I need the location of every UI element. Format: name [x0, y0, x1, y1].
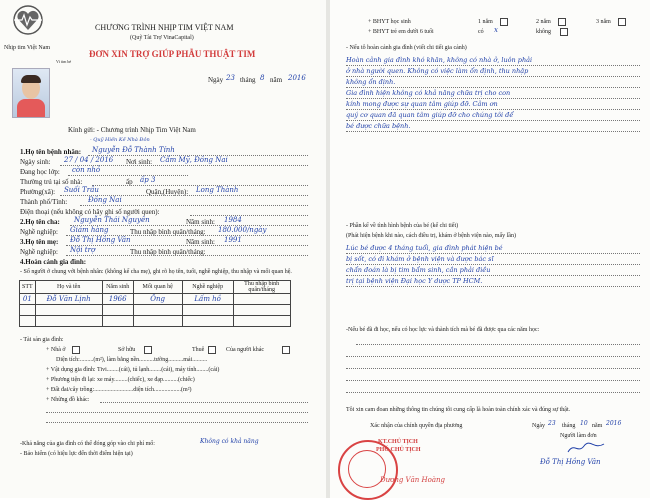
sign-day: 23 [548, 420, 556, 427]
table-row: 01 Đỗ Văn Lịnh 1966 Ông Lấm hồ [20, 294, 291, 305]
col-name: Họ và tên [35, 281, 102, 294]
handwritten-line: quý cơ quan đã quan tâm giúp đỡ cho chúng tôi để [346, 111, 514, 119]
own-label: Sở hữu [118, 347, 136, 353]
bhyt-has-mark: x [494, 26, 498, 34]
bhyt-3y: 3 năm [596, 19, 611, 25]
patient-name-value: Nguyễn Đỗ Thành Tính [92, 146, 175, 154]
father-job-value: Giám hàng [70, 226, 109, 234]
table-row [20, 316, 291, 327]
father-year-label: Năm sinh: [186, 218, 215, 226]
sign-date-label: Ngày [532, 423, 545, 429]
fund-name: (Quỹ Tài Trợ VinaCapital) [130, 35, 194, 41]
house-checkbox[interactable] [72, 346, 80, 354]
col-stt: STT [20, 281, 36, 294]
handwritten-line: Hoàn cảnh gia đình khó khăn, không có nhà ở, luôn phải [346, 56, 533, 64]
disease-note: (Phát hiện bệnh khi nào, cách điều trị, khám ở bệnh viện nào, mấy lần) [346, 233, 516, 239]
vehicle-label: + Phương tiện đi lại: xe máy.........(chiếc), xe đạp..........(chiếc) [46, 377, 195, 383]
father-year-value: 1984 [224, 216, 242, 224]
logo-caption: Nhịp tim Việt Nam [4, 45, 51, 51]
difficulty-title: - Nếu tô hoàn cảnh gia đình (viết chi tiết gia cảnh) [346, 45, 467, 51]
area-label: Diện tích:.........(m²), làm bằng nền..........tường..........mái.......... [56, 357, 208, 363]
bhyt-student-label: + BHYT học sinh [368, 19, 411, 25]
mother-job-value: Nội trợ [70, 246, 96, 254]
handwritten-line: chẩn đoán là bị tim bẩm sinh, cần phải điều [346, 266, 491, 274]
grade-label: Đang học lớp: [20, 168, 60, 176]
father-income-value: 180.000/ngày [218, 226, 267, 234]
ward-value: Suối Trầu [64, 186, 99, 194]
col-income: Thu nhập bình quân/tháng [233, 281, 290, 294]
col-year: Năm sinh [102, 281, 133, 294]
mother-value: Đỗ Thị Hồng Vân [70, 236, 131, 244]
addressee-hw: - Quỹ Hiến Kế Nhà Đỏn [90, 137, 150, 143]
district-value: Long Thành [196, 186, 239, 194]
handwritten-line: ở nhà người quen. Không có việc làm ổn định, thu nhập [346, 67, 529, 75]
mother-year-label: Năm sinh: [186, 238, 215, 246]
heart-logo-icon [8, 4, 48, 40]
bhyt-no: không [536, 29, 551, 35]
house-label: + Nhà ở [46, 347, 66, 353]
applicant-signature-icon [566, 440, 606, 456]
handwritten-line: kính mong được sự quan tâm giúp đỡ. Cảm ơn [346, 100, 498, 108]
other-items-label: + Những đồ khác: [46, 397, 90, 403]
own-checkbox[interactable] [144, 346, 152, 354]
other-owner-checkbox[interactable] [282, 346, 290, 354]
pob-label: Nơi sinh: [126, 158, 153, 166]
handwritten-line: trị tại bệnh viện Đại học Y dược TP HCM. [346, 277, 483, 285]
mother-job-label: Nghề nghiệp: [20, 248, 58, 256]
applicant-label: Người làm đơn [560, 433, 597, 439]
sign-month: 10 [580, 420, 588, 427]
addressee-label: Kính gửi: - Chương trình Nhịp Tim Việt Nam [68, 126, 196, 134]
assets-label: - Tài sản gia đình: [20, 337, 64, 343]
bhyt-2y: 2 năm [536, 19, 551, 25]
district-label: Quận,(Huyện): [146, 188, 189, 196]
date-day: 23 [226, 74, 235, 82]
members-note: - Số người ở chung với bệnh nhân: (không kể cha mẹ), ghi rõ họ tên, tuổi, nghề nghiệp, thu nhập và mối quan hệ. [20, 269, 292, 275]
bhyt-2y-checkbox[interactable] [558, 18, 566, 26]
father-income-label: Thu nhập bình quân/tháng: [130, 228, 206, 236]
handwritten-line: Lúc bé được 4 tháng tuổi, gia đình phát hiện bé [346, 244, 503, 252]
school-title: -Nếu bé đã đi học, nếu có học lực và thành tích mà bé đã được qua các năm học: [346, 327, 540, 333]
bhyt-child-label: + BHYT trẻ em dưới 6 tuổi [368, 29, 434, 35]
ward-label: Phường(xã): [20, 188, 56, 196]
dob-value: 27 / 04 / 2016 [64, 156, 114, 164]
father-job-label: Nghề nghiệp: [20, 228, 58, 236]
items-label: + Vật dụng gia đình: Tivi........(cái), tủ lạnh........(cái), máy tính........(cái) [46, 367, 220, 373]
stamp-line2: PHÓ CHỦ TỊCH [376, 447, 421, 453]
mother-label: 3.Họ tên mẹ: [20, 238, 59, 246]
phone-label: Điện thoại (nếu không có hãy ghi số người quen): [20, 208, 160, 216]
land-label: + Đất đai/cây trồng:..........................diện tích..................(m²) [46, 387, 192, 393]
grade-value: còn nhỏ [72, 166, 101, 174]
mother-income-label: Thu nhập bình quân/tháng: [130, 248, 206, 256]
handwritten-line: bé được chữa bệnh. [346, 122, 411, 130]
patient-photo [12, 68, 50, 118]
pob-value: Cẩm Mỹ, Đồng Nai [160, 156, 228, 164]
bhyt-no-checkbox[interactable] [560, 28, 568, 36]
date-month: 8 [260, 74, 265, 82]
bhyt-has: có [478, 29, 484, 35]
date-label: Ngày [208, 76, 224, 84]
date-year: 2016 [288, 74, 306, 82]
handwritten-line: Gia đình hiện không có khả năng chữa trị cho con [346, 89, 511, 97]
stamp-line1: KT.CHỦ TỊCH [378, 439, 418, 445]
bhyt-3y-checkbox[interactable] [618, 18, 626, 26]
city-value: Đồng Nai [88, 196, 122, 204]
sign-year: 2016 [606, 420, 622, 427]
table-row [20, 305, 291, 316]
table-header-row [20, 281, 291, 294]
address-label: Thường trú tại số nhà: [20, 178, 83, 186]
commitment: Tôi xin cam đoan những thông tin chúng tôi cung cấp là hoàn toàn chính xác và đúng sự thật. [346, 407, 571, 413]
applicant-name: Đỗ Thị Hồng Vân [540, 458, 601, 466]
col-relation: Mối quan hệ [133, 281, 182, 294]
difficulty-value: Không có khả năng [200, 438, 259, 445]
program-title: CHƯƠNG TRÌNH NHỊP TIM VIỆT NAM [95, 23, 234, 32]
bhyt-1y-checkbox[interactable] [500, 18, 508, 26]
patient-name-label: 1.Họ tên bệnh nhân: [20, 148, 82, 156]
insurance-label: - Bảo hiểm (có hiệu lực đến thời điểm hiện tại) [20, 451, 133, 457]
hamlet-value: ấp 3 [140, 176, 156, 184]
form-title: ĐƠN XIN TRỢ GIÚP PHẪU THUẬT TIM [89, 49, 256, 59]
rent-checkbox[interactable] [208, 346, 216, 354]
logo-sub: Vì tim bé [56, 59, 72, 64]
rent-label: Thuê [192, 347, 205, 353]
mother-year-value: 1991 [224, 236, 242, 244]
other-owner-label: Của người khác [226, 347, 265, 353]
col-job: Nghề nghiệp [182, 281, 233, 294]
father-value: Nguyễn Thái Nguyên [74, 216, 150, 224]
dob-label: Ngày sinh: [20, 158, 51, 166]
city-label: Thành phố/Tỉnh: [20, 198, 68, 206]
difficulty-label: -Khả năng của gia đình có thể đóng góp vào chi phí mổ: [20, 441, 155, 447]
handwritten-line: không ổn định. [346, 78, 396, 86]
disease-title: - Phần kể về tình hình bệnh của bé (kể chi tiết) [346, 223, 459, 229]
family-table [19, 280, 291, 327]
bhyt-1y: 1 năm [478, 19, 493, 25]
handwritten-line: bị sốt, có đi khám ở bệnh viện và được bác sĩ [346, 255, 494, 263]
father-label: 2.Họ tên cha: [20, 218, 60, 226]
official-name: Dương Văn Hoàng [380, 476, 445, 484]
section4-title: 4.Hoàn cảnh gia đình: [20, 258, 87, 266]
confirm-label: Xác nhận của chính quyền địa phương [370, 423, 463, 429]
hamlet-label: ấp [126, 178, 133, 186]
